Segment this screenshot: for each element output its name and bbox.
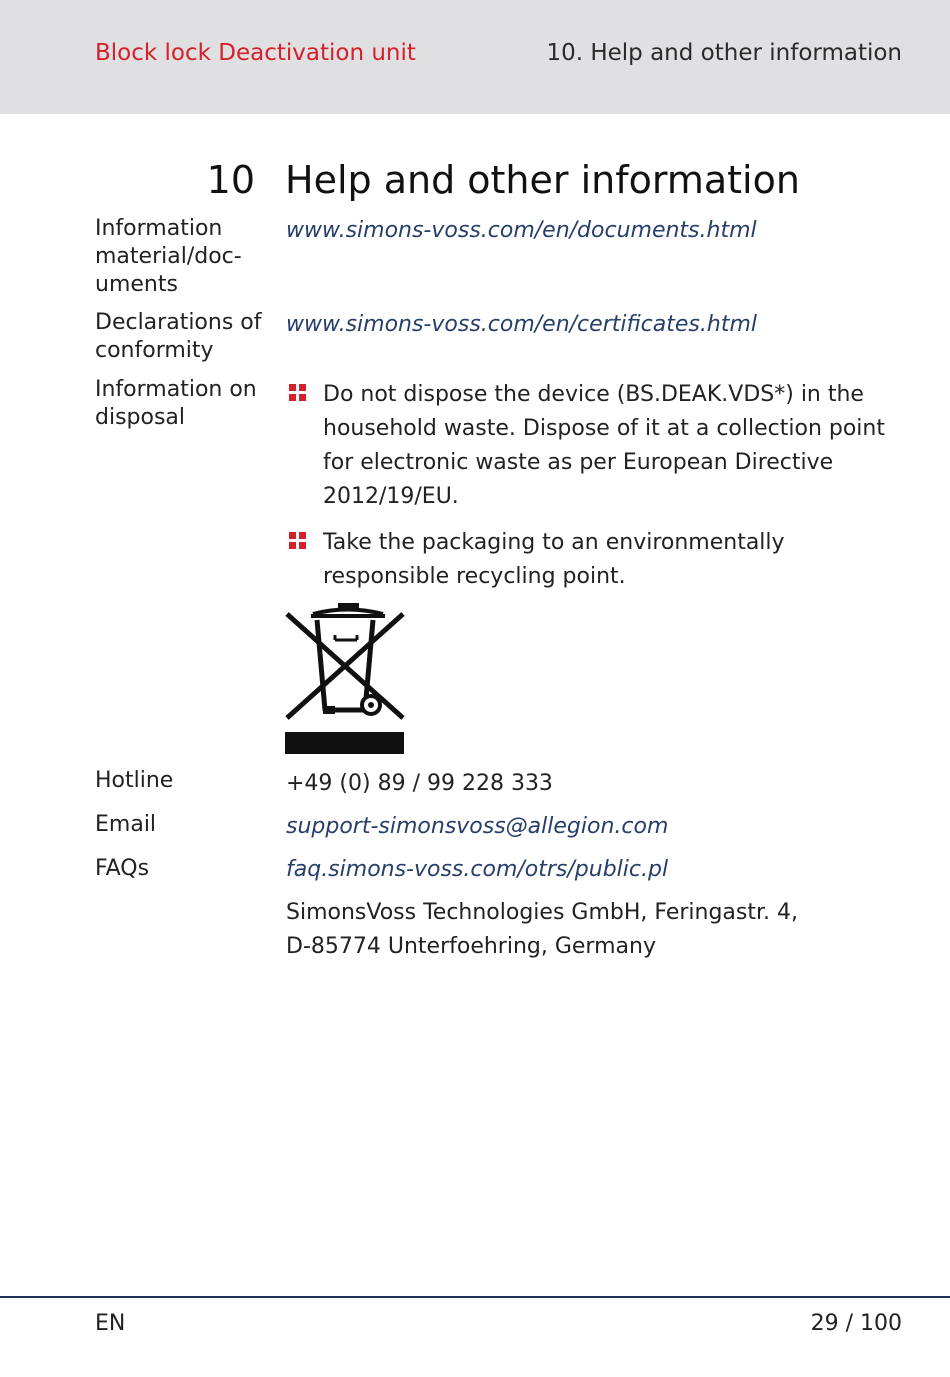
header-product-title: Block lock Deactivation unit — [95, 40, 416, 66]
address-line-2: D-85774 Unterfoehring, Germany — [286, 934, 656, 959]
footer-page-number: 29 / 100 — [810, 1311, 902, 1336]
email-link[interactable]: support-simonsvoss@allegion.com — [286, 814, 669, 839]
email-label: Email — [95, 812, 157, 837]
packaging-bullet-text: Take the packaging to an environmentally responsible recycling point. — [323, 530, 785, 589]
chapter-number: 10 — [206, 158, 255, 202]
weee-crossed-out-bin-icon — [285, 602, 405, 756]
address-line-1: SimonsVoss Technologies GmbH, Feringastr. 4, — [286, 900, 799, 925]
disposal-label: Information on disposal — [95, 377, 257, 430]
hotline-label: Hotline — [95, 768, 174, 793]
page-header — [0, 0, 950, 114]
faqs-label: FAQs — [95, 856, 150, 881]
conformity-link[interactable]: www.simons-voss.com/en/certificates.html — [286, 312, 757, 337]
conformity-label: Declarations of conformity — [95, 310, 262, 363]
disposal-bullet-text: Do not dispose the device (BS.DEAK.VDS*) in the household waste. Dispose of it at a collection point for electronic waste as per European Directive 2012/19/EU. — [323, 382, 885, 509]
faqs-link[interactable]: faq.simons-voss.com/otrs/public.pl — [286, 857, 669, 882]
bullet-squares-icon — [289, 384, 306, 401]
documents-link[interactable]: www.simons-voss.com/en/documents.html — [286, 218, 757, 243]
company-address — [286, 896, 798, 964]
chapter-title: Help and other information — [285, 158, 800, 202]
header-section-title: 10. Help and other information — [546, 40, 902, 66]
footer-language: EN — [95, 1311, 126, 1336]
bullet-squares-icon — [289, 532, 306, 549]
hotline-number: +49 (0) 89 / 99 228 333 — [286, 771, 553, 796]
documents-label: Information material/doc-uments — [95, 216, 242, 297]
footer-divider — [0, 1296, 950, 1298]
